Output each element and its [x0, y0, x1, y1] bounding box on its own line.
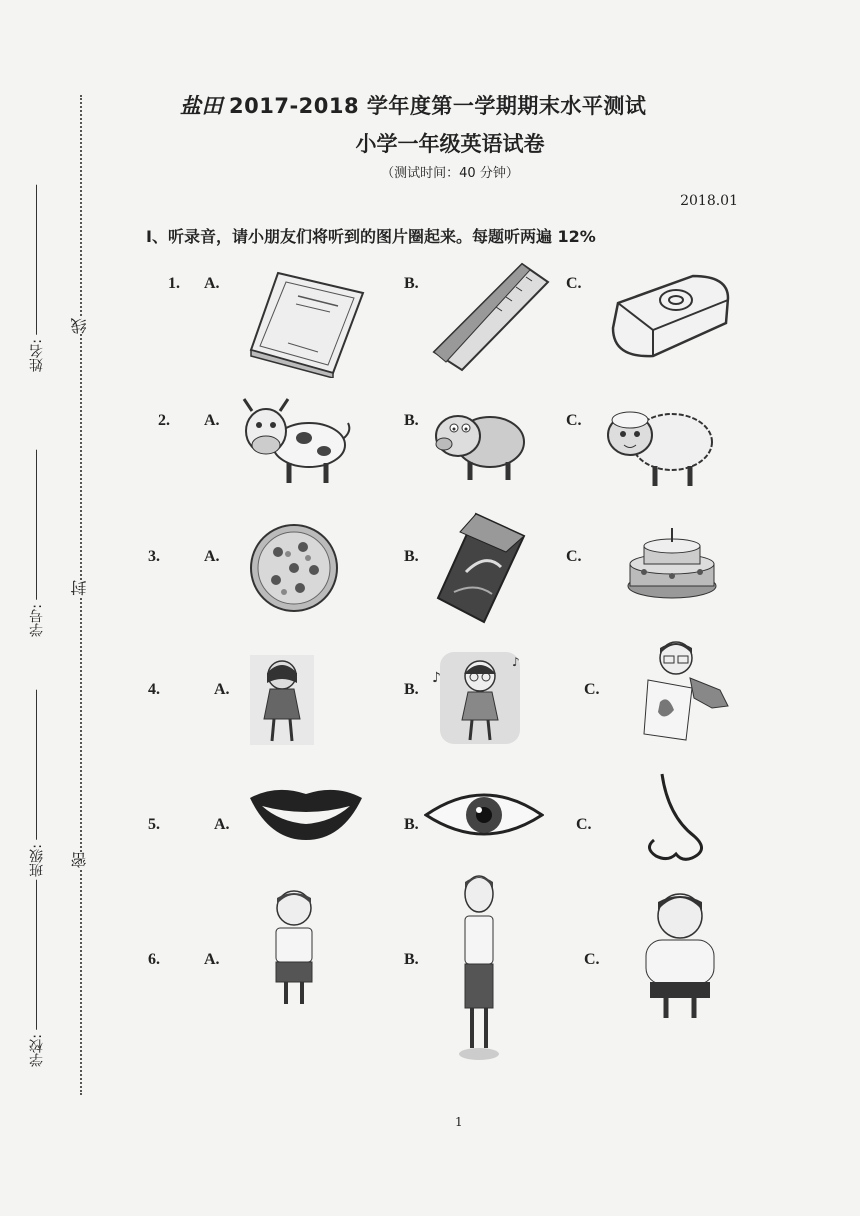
q4-option-b-label: B. — [404, 681, 419, 698]
handwritten-prefix: 盐田 — [180, 93, 223, 118]
q3-option-b-label: B. — [404, 548, 419, 565]
q5-option-b-label: B. — [404, 816, 419, 833]
q6-option-c-label: C. — [584, 951, 600, 968]
q6-option-a-label: A. — [204, 951, 220, 968]
student-id-blank[interactable] — [37, 450, 38, 600]
exam-title-text: 2017-2018 学年度第一学期期末水平测试 — [229, 94, 647, 118]
tall-boy-icon[interactable] — [452, 872, 506, 1062]
girl-singing-icon[interactable] — [430, 652, 528, 744]
q4-number: 4. — [148, 681, 160, 698]
cow-icon[interactable] — [234, 393, 354, 493]
class-field — [26, 690, 48, 877]
q5-option-a-label: A. — [214, 816, 230, 833]
q2-option-b-label: B. — [404, 412, 419, 429]
q1-option-c-label: C. — [566, 275, 582, 292]
q1-option-b-label: B. — [404, 275, 419, 292]
student-id-label: 学号: — [29, 604, 45, 637]
q5-number: 5. — [148, 816, 160, 833]
binding-char-xian: 线 — [68, 318, 94, 334]
eye-icon[interactable] — [424, 785, 544, 843]
q2-number: 2. — [158, 412, 170, 429]
q5-option-c-label: C. — [576, 816, 592, 833]
page-number: 1 — [455, 1115, 463, 1129]
q4-option-a-label: A. — [214, 681, 230, 698]
exam-title — [180, 90, 720, 120]
q2-option-a-label: A. — [204, 412, 220, 429]
name-field-label: 姓名: — [29, 339, 45, 372]
q1-number: 1. — [168, 275, 180, 292]
pizza-icon[interactable] — [248, 522, 340, 614]
q4-option-c-label: C. — [584, 681, 600, 698]
pig-icon[interactable] — [430, 400, 530, 485]
name-blank[interactable] — [37, 185, 38, 335]
mouth-icon[interactable] — [246, 782, 366, 842]
nose-icon[interactable] — [636, 770, 716, 866]
school-label: 学校: — [29, 1034, 45, 1067]
eraser-icon[interactable] — [608, 268, 733, 363]
class-blank[interactable] — [37, 690, 38, 840]
q2-option-c-label: C. — [566, 412, 582, 429]
binding-char-feng: 封 — [68, 580, 94, 596]
q3-number: 3. — [148, 548, 160, 565]
section-1-title: Ⅰ、听录音，请小朋友们将听到的图片圈起来。每题听两遍 12% — [146, 227, 596, 246]
q3-option-c-label: C. — [566, 548, 582, 565]
svg-text:♪: ♪ — [432, 670, 441, 686]
name-field — [26, 185, 48, 372]
school-field — [26, 880, 48, 1067]
sheep-icon[interactable] — [600, 400, 720, 492]
binding-char-mi: 密 — [68, 852, 94, 868]
q6-number: 6. — [148, 951, 160, 968]
q3-option-a-label: A. — [204, 548, 220, 565]
cake-icon[interactable] — [624, 524, 720, 602]
chocolate-icon[interactable] — [436, 512, 526, 624]
school-blank[interactable] — [37, 880, 38, 1030]
girl-talking-icon[interactable] — [250, 655, 314, 745]
boy-drawing-icon[interactable] — [640, 636, 732, 742]
book-icon[interactable] — [248, 268, 368, 378]
student-id-field — [26, 450, 48, 637]
exam-subtitle: 小学一年级英语试卷 — [355, 132, 545, 156]
class-label: 班级: — [29, 844, 45, 877]
svg-text:♪: ♪ — [512, 655, 520, 669]
fat-boy-icon[interactable] — [636, 890, 724, 1026]
q1-option-a-label: A. — [204, 275, 220, 292]
q6-option-b-label: B. — [404, 951, 419, 968]
ruler-icon[interactable] — [430, 262, 550, 372]
boy-icon[interactable] — [262, 886, 326, 1012]
exam-date: 2018.01 — [680, 193, 738, 209]
exam-duration: （测试时间：40 分钟） — [381, 166, 519, 181]
